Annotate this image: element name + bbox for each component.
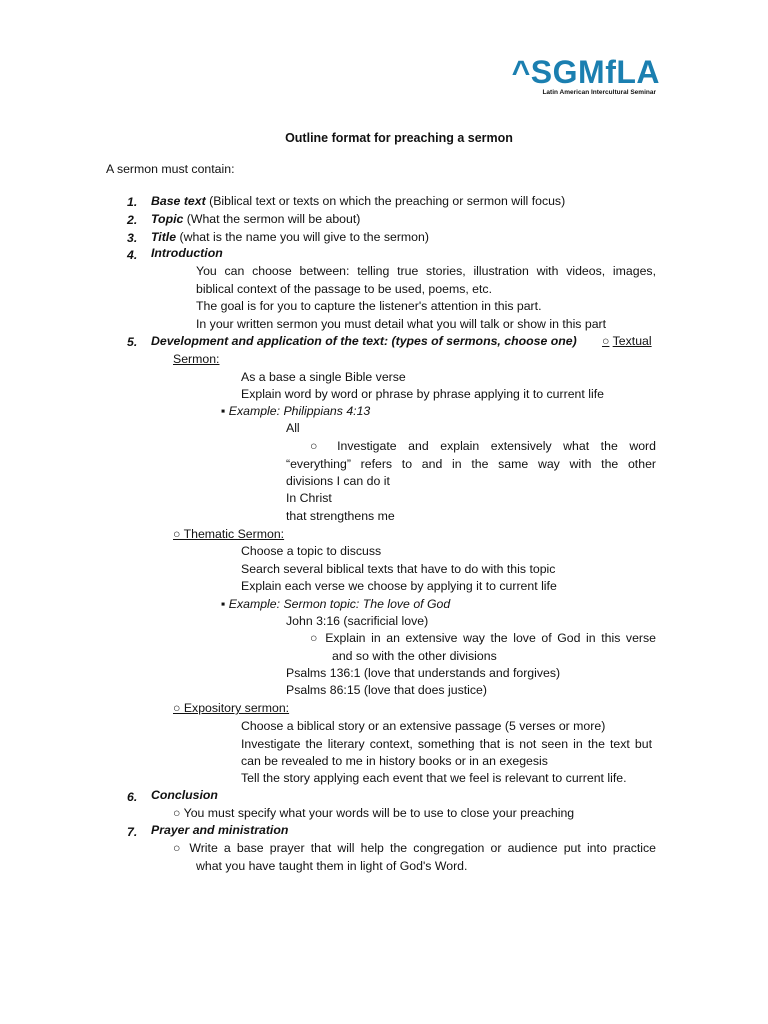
- thematic-line-3: Explain each verse we choose by applying it to current life: [241, 579, 557, 593]
- textual-heading-part1: Textual: [612, 334, 652, 348]
- intro-text: A sermon must contain:: [106, 162, 235, 176]
- item-6: [151, 787, 218, 803]
- thematic-verse-3: Psalms 86:15 (love that does justice): [286, 683, 487, 697]
- textual-heading-a: [602, 333, 652, 349]
- intro-line-2: biblical context of the passage to be used, poems, etc.: [196, 282, 492, 296]
- expository-heading: ○ Expository sermon:: [173, 701, 290, 715]
- item-4: [151, 245, 223, 261]
- thematic-sub-1b: and so with the other divisions: [332, 649, 497, 663]
- intro-line-1: You can choose between: telling true stories, illustration with videos, images,: [196, 264, 656, 278]
- item-number-3: 3.: [127, 231, 138, 245]
- logo: [500, 54, 660, 96]
- item-number-6: 6.: [127, 790, 138, 804]
- item-number-2: 2.: [127, 213, 138, 227]
- item-number-7: 7.: [127, 825, 138, 839]
- item-number-5: 5.: [127, 335, 138, 349]
- textual-word-3: that strengthens me: [286, 509, 395, 523]
- item-5-label: Development and application of the text: (types of sermons, choose one): [151, 334, 577, 348]
- textual-bullet: ○: [602, 334, 610, 348]
- textual-word-1: All: [286, 421, 300, 435]
- expository-line-1: Choose a biblical story or an extensive passage (5 verses or more): [241, 719, 606, 733]
- intro-line-4: In your written sermon you must detail what you will talk or show in this part: [196, 317, 607, 331]
- expository-line-2: Investigate the literary context, something that is not seen in the text but: [241, 737, 652, 751]
- item-6-label: Conclusion: [151, 788, 218, 802]
- item-2-label: Topic: [151, 212, 184, 226]
- item-7-label: Prayer and ministration: [151, 823, 289, 837]
- logo-mark: ^SGMfLA: [511, 54, 660, 90]
- item-7: [151, 822, 288, 838]
- item-2-text: (What the sermon will be about): [183, 212, 361, 226]
- logo-subtitle: Latin American Intercultural Seminar: [542, 89, 656, 96]
- item-4-label: Introduction: [151, 246, 223, 260]
- textual-word-2: In Christ: [286, 491, 332, 505]
- item-5: [151, 333, 577, 349]
- thematic-example: ▪ Example: Sermon topic: The love of God: [221, 597, 451, 611]
- expository-line-4: Tell the story applying each event that we feel is relevant to current life.: [241, 771, 627, 785]
- item-1: [151, 193, 565, 209]
- prayer-line-2: what you have taught them in light of God's Word.: [196, 859, 468, 873]
- textual-sub-1c: divisions I can do it: [286, 474, 390, 488]
- thematic-verse-1: John 3:16 (sacrificial love): [286, 614, 429, 628]
- thematic-sub-1a: ○ Explain in an extensive way the love of God in this verse: [310, 631, 656, 645]
- textual-sub-1a: ○ Investigate and explain extensively what the word: [310, 439, 656, 453]
- item-number-4: 4.: [127, 248, 138, 262]
- intro-line-3: The goal is for you to capture the listener's attention in this part.: [196, 299, 542, 313]
- prayer-line-1: ○ Write a base prayer that will help the congregation or audience put into practice: [173, 841, 656, 855]
- textual-heading-part2: Sermon:: [173, 352, 220, 366]
- textual-line-1: As a base a single Bible verse: [241, 370, 406, 384]
- conclusion-line-1: ○ You must specify what your words will be to use to close your preaching: [173, 806, 575, 820]
- item-1-label: Base text: [151, 194, 206, 208]
- item-3: [151, 229, 429, 245]
- item-3-label: Title: [151, 230, 177, 244]
- document-title: Outline format for preaching a sermon: [285, 131, 513, 145]
- thematic-heading: ○ Thematic Sermon:: [173, 527, 285, 541]
- expository-line-3: can be revealed to me in history books or in an exegesis: [241, 754, 548, 768]
- item-2: [151, 211, 360, 227]
- textual-example: ▪ Example: Philippians 4:13: [221, 404, 371, 418]
- item-3-text: (what is the name you will give to the sermon): [176, 230, 429, 244]
- item-1-text: (Biblical text or texts on which the preaching or sermon will focus): [205, 194, 566, 208]
- thematic-line-2: Search several biblical texts that have to do with this topic: [241, 562, 556, 576]
- textual-line-2: Explain word by word or phrase by phrase applying it to current life: [241, 387, 604, 401]
- item-number-1: 1.: [127, 195, 138, 209]
- thematic-verse-2: Psalms 136:1 (love that understands and forgives): [286, 666, 561, 680]
- thematic-line-1: Choose a topic to discuss: [241, 544, 382, 558]
- textual-sub-1b: “everything” refers to and in the same way with the other: [286, 457, 656, 471]
